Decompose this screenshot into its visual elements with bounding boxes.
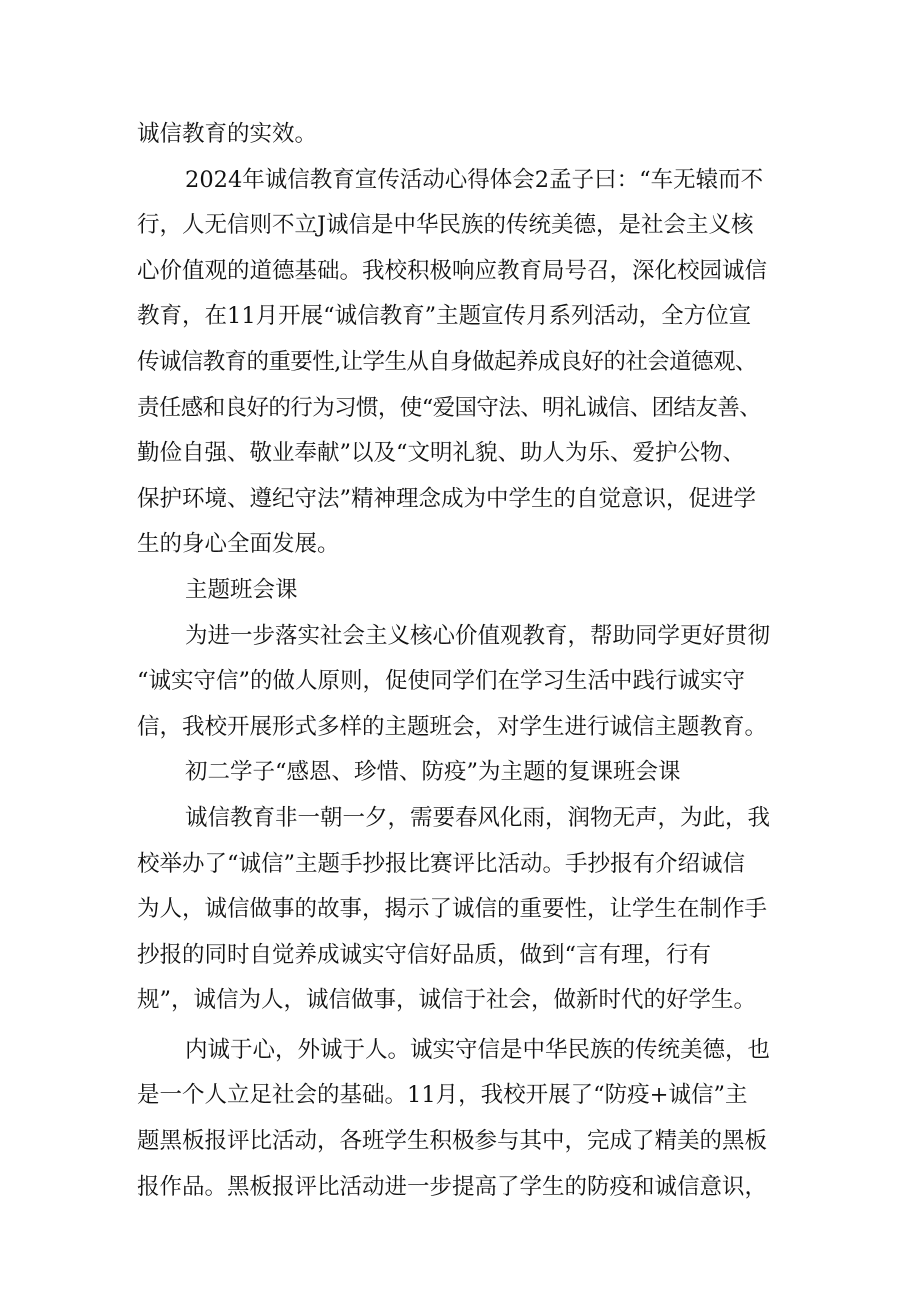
text-line: 为进一步落实社会主义核心价值观教育，帮助同学更好贯彻	[185, 622, 771, 649]
text-line: 传诚信教育的重要性,让学生从自身做起养成良好的社会道德观、	[137, 348, 757, 375]
text-line: 诚信教育的实效。	[137, 121, 318, 147]
text-line: 2024年诚信教育宣传活动心得体会2孟子曰：“车无辕而不	[185, 166, 764, 193]
text-line: 心价值观的道德基础。我校积极响应教育局号召，深化校园诚信	[137, 257, 768, 284]
text-line: 生的身心全面发展。	[137, 531, 340, 558]
text-line: 信，我校开展形式多样的主题班会，对学生进行诚信主题教育。	[137, 713, 768, 740]
section-heading: 主题班会课	[185, 576, 298, 603]
text-line: 校举办了“诚信”主题手抄报比赛评比活动。手抄报有介绍诚信	[137, 850, 746, 877]
text-line: 报作品。黑板报评比活动进一步提高了学生的防疫和诚信意识，	[137, 1173, 768, 1200]
document-body	[137, 112, 787, 1210]
text-line: 题黑板报评比活动，各班学生积极参与其中，完成了精美的黑板	[137, 1128, 768, 1155]
text-line: 规”，诚信为人，诚信做事，诚信于社会，做新时代的好学生。	[137, 987, 757, 1014]
text-line: 责任感和良好的行为习惯，使“爱国守法、明礼诚信、团结友善、	[137, 394, 762, 421]
text-line: 为人，诚信做事的故事，揭示了诚信的重要性，让学生在制作手	[137, 896, 768, 923]
text-line: 勤俭自强、敬业奉献”以及“文明礼貌、助人为乐、爱护公物、	[137, 440, 746, 467]
text-line: 诚信教育非一朝一夕，需要春风化雨，润物无声，为此，我	[185, 804, 771, 831]
text-line: 内诚于心，外诚于人。诚实守信是中华民族的传统美德，也	[185, 1036, 771, 1063]
text-line: 抄报的同时自觉养成诚实守信好品质，做到“言有理，行有	[137, 941, 712, 968]
text-line: 行，人无信则不立J诚信是中华民族的传统美德，是社会主义核	[137, 212, 754, 239]
text-line: 教育，在11月开展“诚信教育”主题宣传月系列活动，全方位宣	[137, 303, 752, 330]
caption-line: 初二学子“感恩、珍惜、防疫”为主题的复课班会课	[185, 759, 681, 786]
text-line: 是一个人立足社会的基础。11月，我校开展了“防疫+诚信”主	[137, 1082, 748, 1109]
text-line: “诚实守信”的做人原则，促使同学们在学习生活中践行诚实守	[137, 668, 746, 695]
text-line: 保护环境、遵纪守法”精神理念成为中学生的自觉意识，促进学	[137, 485, 757, 512]
